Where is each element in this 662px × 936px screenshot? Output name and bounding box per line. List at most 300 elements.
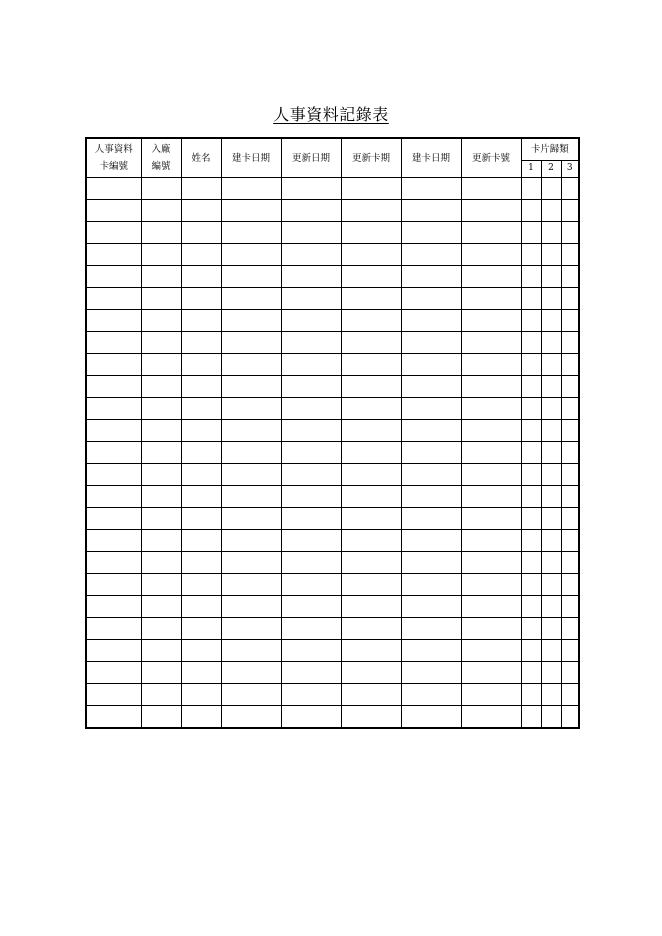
table-cell (461, 684, 521, 706)
table-cell (561, 288, 579, 310)
table-cell (86, 508, 141, 530)
table-cell (461, 398, 521, 420)
table-cell (521, 618, 541, 640)
table-cell (521, 266, 541, 288)
table-cell (341, 178, 401, 200)
table-cell (461, 464, 521, 486)
table-cell (181, 706, 221, 729)
table-cell (181, 684, 221, 706)
table-cell (521, 354, 541, 376)
table-cell (461, 618, 521, 640)
table-cell (521, 332, 541, 354)
table-cell (86, 574, 141, 596)
table-cell (521, 596, 541, 618)
table-row (86, 464, 579, 486)
table-cell (181, 244, 221, 266)
table-cell (561, 178, 579, 200)
header-category-1: 1 (521, 160, 541, 177)
table-cell (561, 332, 579, 354)
table-cell (401, 618, 461, 640)
table-cell (341, 464, 401, 486)
table-row (86, 398, 579, 420)
table-cell (141, 662, 181, 684)
table-cell (561, 530, 579, 552)
table-row (86, 200, 579, 222)
table-cell (281, 640, 341, 662)
table-cell (401, 376, 461, 398)
table-row (86, 618, 579, 640)
table-cell (281, 420, 341, 442)
table-cell (521, 398, 541, 420)
table-cell (401, 354, 461, 376)
table-cell (461, 266, 521, 288)
table-cell (141, 464, 181, 486)
table-cell (341, 310, 401, 332)
table-cell (181, 508, 221, 530)
table-cell (86, 552, 141, 574)
table-cell (141, 354, 181, 376)
table-cell (181, 618, 221, 640)
table-cell (341, 574, 401, 596)
table-cell (221, 266, 281, 288)
table-cell (521, 552, 541, 574)
table-cell (86, 530, 141, 552)
table-cell (401, 552, 461, 574)
table-cell (181, 420, 221, 442)
table-row (86, 332, 579, 354)
table-cell (86, 464, 141, 486)
table-row (86, 530, 579, 552)
table-cell (141, 266, 181, 288)
table-cell (221, 706, 281, 729)
table-cell (281, 442, 341, 464)
table-cell (401, 508, 461, 530)
table-cell (401, 464, 461, 486)
table-cell (86, 662, 141, 684)
table-cell (141, 244, 181, 266)
table-cell (461, 222, 521, 244)
table-cell (281, 574, 341, 596)
table-cell (461, 640, 521, 662)
table-cell (541, 464, 561, 486)
table-cell (561, 552, 579, 574)
table-cell (521, 288, 541, 310)
table-cell (401, 486, 461, 508)
table-cell (401, 200, 461, 222)
table-cell (281, 596, 341, 618)
table-cell (561, 662, 579, 684)
table-cell (461, 376, 521, 398)
table-row (86, 354, 579, 376)
table-cell (521, 662, 541, 684)
table-cell (86, 244, 141, 266)
table-cell (281, 222, 341, 244)
table-cell (521, 486, 541, 508)
table-cell (521, 464, 541, 486)
table-cell (281, 200, 341, 222)
table-cell (221, 618, 281, 640)
table-cell (281, 266, 341, 288)
table-row (86, 662, 579, 684)
table-cell (181, 310, 221, 332)
table-cell (281, 464, 341, 486)
table-cell (341, 618, 401, 640)
table-cell (181, 530, 221, 552)
table-cell (341, 508, 401, 530)
table-cell (86, 200, 141, 222)
table-cell (461, 596, 521, 618)
table-cell (221, 354, 281, 376)
table-cell (541, 442, 561, 464)
table-cell (281, 332, 341, 354)
table-cell (461, 530, 521, 552)
table-cell (141, 508, 181, 530)
table-cell (86, 442, 141, 464)
table-cell (86, 288, 141, 310)
table-cell (461, 486, 521, 508)
table-cell (541, 398, 561, 420)
table-cell (281, 244, 341, 266)
table-cell (561, 508, 579, 530)
table-row (86, 552, 579, 574)
header-card-category: 卡片歸類 (521, 138, 579, 160)
table-cell (221, 574, 281, 596)
table-cell (521, 376, 541, 398)
table-cell (221, 684, 281, 706)
table-cell (281, 530, 341, 552)
table-cell (541, 288, 561, 310)
table-row (86, 442, 579, 464)
table-cell (341, 266, 401, 288)
table-cell (281, 398, 341, 420)
table-cell (221, 244, 281, 266)
table-cell (401, 706, 461, 729)
table-cell (541, 486, 561, 508)
table-cell (461, 420, 521, 442)
table-cell (561, 618, 579, 640)
table-cell (141, 684, 181, 706)
table-cell (521, 442, 541, 464)
table-cell (561, 398, 579, 420)
table-cell (221, 464, 281, 486)
table-cell (461, 244, 521, 266)
records-body (86, 178, 579, 729)
table-cell (561, 354, 579, 376)
table-cell (281, 288, 341, 310)
table-cell (341, 486, 401, 508)
table-cell (521, 178, 541, 200)
table-cell (141, 398, 181, 420)
table-cell (561, 376, 579, 398)
table-cell (401, 310, 461, 332)
header-card-created-date-2: 建卡日期 (401, 138, 461, 178)
table-cell (141, 596, 181, 618)
table-cell (86, 332, 141, 354)
table-cell (401, 398, 461, 420)
table-cell (541, 640, 561, 662)
table-cell (181, 596, 221, 618)
header-factory-number: 入廠 編號 (141, 138, 181, 178)
table-cell (221, 222, 281, 244)
table-cell (86, 376, 141, 398)
table-cell (181, 662, 221, 684)
table-cell (221, 332, 281, 354)
table-cell (521, 640, 541, 662)
table-cell (341, 552, 401, 574)
table-cell (561, 596, 579, 618)
table-cell (541, 574, 561, 596)
table-cell (221, 310, 281, 332)
table-cell (86, 420, 141, 442)
table-cell (541, 684, 561, 706)
table-cell (141, 420, 181, 442)
table-cell (181, 574, 221, 596)
table-cell (541, 596, 561, 618)
table-cell (541, 178, 561, 200)
table-cell (221, 530, 281, 552)
table-row (86, 310, 579, 332)
header-name: 姓名 (181, 138, 221, 178)
table-cell (281, 618, 341, 640)
table-cell (221, 420, 281, 442)
table-cell (141, 288, 181, 310)
table-cell (541, 222, 561, 244)
table-cell (341, 530, 401, 552)
table-cell (181, 178, 221, 200)
table-cell (181, 266, 221, 288)
table-cell (86, 684, 141, 706)
table-cell (86, 596, 141, 618)
table-cell (221, 200, 281, 222)
table-cell (281, 486, 341, 508)
table-cell (541, 706, 561, 729)
table-cell (341, 288, 401, 310)
table-cell (181, 376, 221, 398)
table-cell (541, 244, 561, 266)
table-cell (401, 442, 461, 464)
table-cell (541, 332, 561, 354)
table-cell (401, 178, 461, 200)
header-update-card-number: 更新卡號 (461, 138, 521, 178)
table-row (86, 222, 579, 244)
table-cell (141, 310, 181, 332)
table-cell (561, 442, 579, 464)
table-cell (86, 706, 141, 729)
table-cell (86, 310, 141, 332)
table-row (86, 420, 579, 442)
header-update-card-period: 更新卡期 (341, 138, 401, 178)
table-row (86, 266, 579, 288)
header-card-number: 人事資料 卡編號 (86, 138, 141, 178)
table-cell (341, 420, 401, 442)
table-cell (341, 244, 401, 266)
table-cell (86, 486, 141, 508)
table-cell (341, 640, 401, 662)
table-cell (461, 178, 521, 200)
table-cell (86, 266, 141, 288)
table-cell (181, 288, 221, 310)
table-cell (461, 288, 521, 310)
table-row (86, 288, 579, 310)
table-cell (281, 178, 341, 200)
table-cell (141, 222, 181, 244)
table-cell (521, 684, 541, 706)
table-row (86, 574, 579, 596)
table-cell (221, 662, 281, 684)
table-cell (521, 420, 541, 442)
table-cell (281, 662, 341, 684)
table-cell (221, 596, 281, 618)
table-cell (141, 200, 181, 222)
table-cell (401, 288, 461, 310)
table-cell (141, 530, 181, 552)
table-cell (461, 332, 521, 354)
table-cell (461, 552, 521, 574)
table-cell (181, 222, 221, 244)
header-update-date: 更新日期 (281, 138, 341, 178)
table-cell (221, 288, 281, 310)
table-cell (181, 442, 221, 464)
table-cell (86, 178, 141, 200)
table-cell (221, 442, 281, 464)
table-cell (86, 354, 141, 376)
table-cell (181, 552, 221, 574)
table-cell (541, 354, 561, 376)
table-cell (141, 552, 181, 574)
table-cell (401, 420, 461, 442)
header-category-3: 3 (561, 160, 579, 177)
table-row (86, 178, 579, 200)
table-cell (281, 354, 341, 376)
table-cell (221, 508, 281, 530)
table-cell (541, 530, 561, 552)
table-cell (86, 618, 141, 640)
table-row (86, 508, 579, 530)
table-cell (521, 310, 541, 332)
table-cell (461, 442, 521, 464)
table-cell (561, 706, 579, 729)
table-cell (341, 200, 401, 222)
table-cell (401, 530, 461, 552)
table-cell (141, 332, 181, 354)
table-cell (461, 508, 521, 530)
table-cell (221, 640, 281, 662)
table-cell (341, 442, 401, 464)
table-cell (541, 552, 561, 574)
table-cell (141, 706, 181, 729)
table-cell (521, 222, 541, 244)
table-row (86, 596, 579, 618)
table-cell (561, 574, 579, 596)
table-cell (341, 662, 401, 684)
document-title: 人事資料記錄表 (273, 105, 389, 124)
table-cell (461, 200, 521, 222)
table-cell (141, 640, 181, 662)
table-cell (221, 486, 281, 508)
table-cell (541, 200, 561, 222)
table-cell (281, 552, 341, 574)
table-cell (461, 706, 521, 729)
table-cell (181, 354, 221, 376)
table-cell (401, 222, 461, 244)
table-cell (86, 222, 141, 244)
table-cell (341, 222, 401, 244)
table-cell (401, 266, 461, 288)
table-cell (341, 354, 401, 376)
table-cell (541, 618, 561, 640)
table-cell (341, 376, 401, 398)
table-cell (341, 706, 401, 729)
table-cell (281, 508, 341, 530)
table-cell (221, 178, 281, 200)
table-row (86, 376, 579, 398)
table-cell (561, 684, 579, 706)
table-cell (561, 640, 579, 662)
table-cell (181, 486, 221, 508)
table-cell (141, 486, 181, 508)
table-cell (401, 332, 461, 354)
table-cell (541, 508, 561, 530)
table-cell (461, 310, 521, 332)
table-cell (561, 200, 579, 222)
table-cell (561, 266, 579, 288)
table-cell (461, 662, 521, 684)
table-cell (521, 200, 541, 222)
table-cell (281, 376, 341, 398)
table-cell (281, 706, 341, 729)
table-cell (401, 244, 461, 266)
table-cell (521, 244, 541, 266)
table-cell (181, 398, 221, 420)
table-cell (401, 574, 461, 596)
table-cell (141, 618, 181, 640)
table-cell (521, 574, 541, 596)
records-table (85, 137, 580, 729)
table-cell (221, 552, 281, 574)
table-cell (341, 398, 401, 420)
table-cell (221, 398, 281, 420)
table-cell (281, 684, 341, 706)
header-category-2: 2 (541, 160, 561, 177)
table-cell (521, 508, 541, 530)
table-cell (521, 706, 541, 729)
table-cell (86, 640, 141, 662)
table-cell (461, 574, 521, 596)
table-cell (181, 464, 221, 486)
table-cell (341, 684, 401, 706)
table-cell (541, 376, 561, 398)
table-cell (561, 464, 579, 486)
table-cell (561, 420, 579, 442)
table-cell (221, 376, 281, 398)
table-cell (141, 442, 181, 464)
table-cell (141, 178, 181, 200)
table-row (86, 486, 579, 508)
table-row (86, 684, 579, 706)
table-cell (541, 420, 561, 442)
table-cell (561, 222, 579, 244)
table-cell (401, 662, 461, 684)
table-row (86, 640, 579, 662)
table-cell (541, 266, 561, 288)
table-cell (541, 310, 561, 332)
table-row (86, 244, 579, 266)
table-cell (541, 662, 561, 684)
header-card-created-date: 建卡日期 (221, 138, 281, 178)
table-cell (461, 354, 521, 376)
table-cell (341, 596, 401, 618)
table-cell (401, 596, 461, 618)
